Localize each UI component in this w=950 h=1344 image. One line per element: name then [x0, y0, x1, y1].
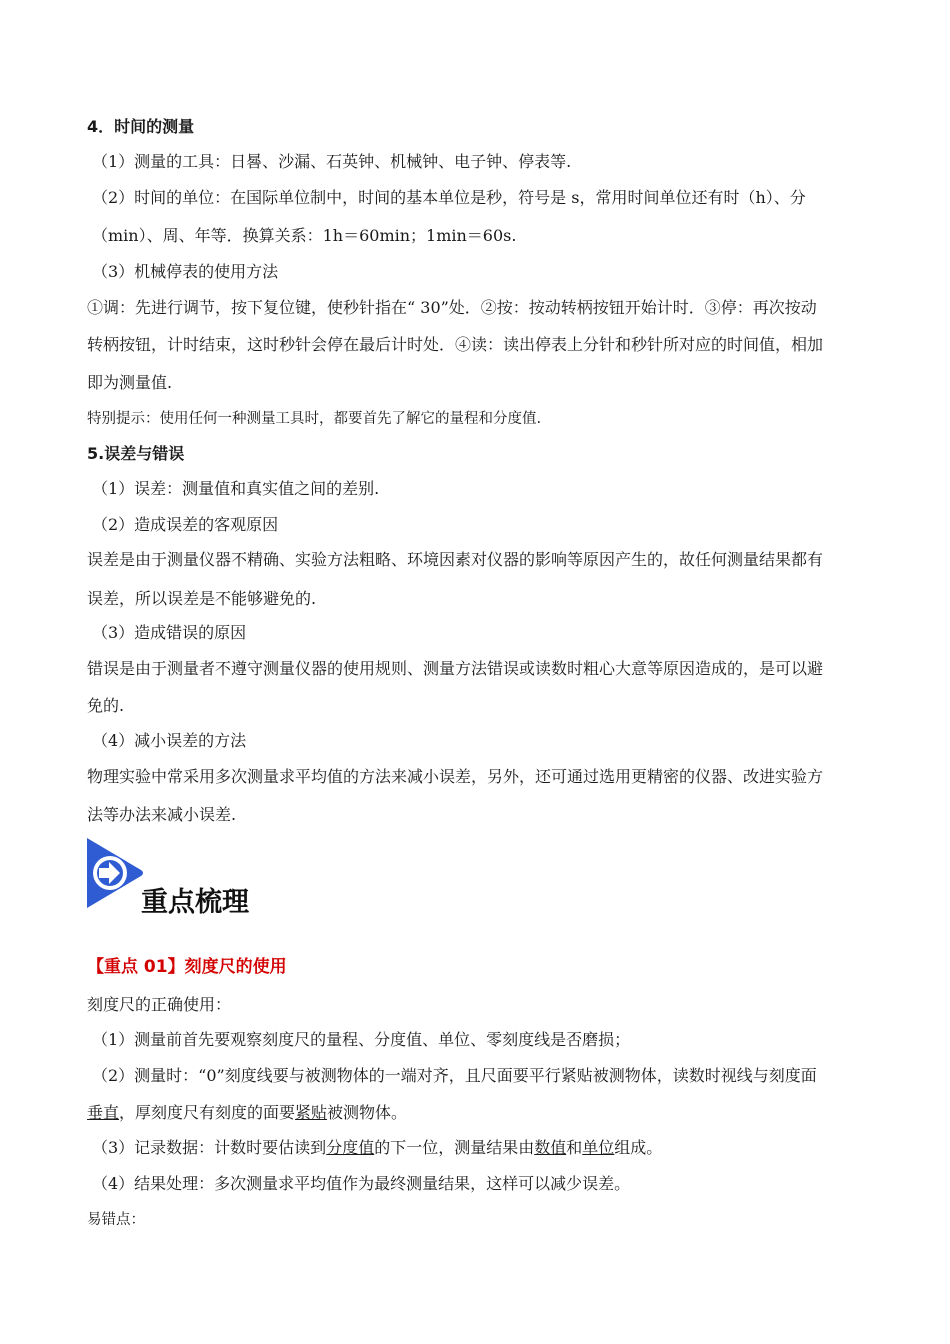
stopwatch-para-3: 即为测量值. — [87, 373, 173, 392]
pitfall-label: 易错点： — [87, 1212, 145, 1228]
ruler-intro: 刻度尺的正确使用： — [87, 995, 232, 1014]
ruler-item-1: （1）测量前首先要观察刻度尺的量程、分度值、单位、零刻度线是否磨损； — [92, 1030, 631, 1049]
time-units-line-cont: （min）、周、年等．换算关系：1h＝60min；1min＝60s. — [92, 226, 517, 245]
error-def-line: （1）误差：测量值和真实值之间的差别. — [92, 479, 380, 498]
time-tools-line: （1）测量的工具：日晷、沙漏、石英钟、机械钟、电子钟、停表等. — [92, 152, 572, 171]
underlined-term: 垂直 — [87, 1103, 120, 1122]
section-5-title: 5.误差与错误 — [87, 444, 185, 463]
key-points-banner-title: 重点梳理 — [141, 887, 249, 918]
error-cause-para-2: 误差，所以误差是不能够避免的. — [87, 589, 317, 608]
stopwatch-para-2: 转柄按钮，计时结束，这时秒针会停在最后计时处．④读：读出停表上分针和秒针所对应的时间值，相加 — [87, 335, 824, 354]
arrow-right-icon — [85, 836, 145, 910]
error-cause-heading: （2）造成误差的客观原因 — [92, 515, 279, 534]
stopwatch-heading: （3）机械停表的使用方法 — [92, 262, 279, 281]
stopwatch-para-1: ①调：先进行调节，按下复位键，使秒针指在“ 30”处．②按：按动转柄按钮开始计时．③停：再次按动 — [87, 298, 817, 317]
underlined-term: 单位 — [582, 1138, 615, 1157]
time-units-line: （2）时间的单位：在国际单位制中，时间的基本单位是秒，符号是 s，常用时间单位还有时（h）、分 — [92, 188, 806, 207]
section-4-title: 4．时间的测量 — [87, 117, 195, 136]
underlined-term: 紧贴 — [295, 1103, 328, 1122]
reduce-error-heading: （4）减小误差的方法 — [92, 731, 247, 750]
underlined-term: 数值 — [534, 1138, 567, 1157]
error-cause-para-1: 误差是由于测量仪器不精确、实验方法粗略、环境因素对仪器的影响等原因产生的，故任何测量结果都有 — [87, 550, 824, 569]
reduce-error-para-1: 物理实验中常采用多次测量求平均值的方法来减小误差，另外，还可通过选用更精密的仪器、改进实验方 — [87, 767, 824, 786]
ruler-item-2-cont: 垂直，厚刻度尺有刻度的面要紧贴被测物体。 — [87, 1103, 408, 1122]
special-tip: 特别提示：使用任何一种测量工具时，都要首先了解它的量程和分度值. — [87, 411, 542, 427]
key-point-01-heading: 【重点 01】刻度尺的使用 — [87, 957, 287, 977]
ruler-item-3: （3）记录数据：计数时要估读到分度值的下一位，测量结果由数值和单位组成。 — [92, 1138, 663, 1157]
mistake-cause-heading: （3）造成错误的原因 — [92, 623, 247, 642]
ruler-item-2: （2）测量时：“0”刻度线要与被测物体的一端对齐，且尺面要平行紧贴被测物体，读数时视线与刻度面 — [92, 1066, 817, 1085]
ruler-item-4: （4）结果处理：多次测量求平均值作为最终测量结果，这样可以减少误差。 — [92, 1174, 631, 1193]
mistake-cause-para-1: 错误是由于测量者不遵守测量仪器的使用规则、测量方法错误或读数时粗心大意等原因造成的，是可以避 — [87, 659, 824, 678]
underlined-term: 分度值 — [326, 1138, 375, 1157]
mistake-cause-para-2: 免的. — [87, 696, 125, 715]
reduce-error-para-2: 法等办法来减小误差. — [87, 805, 237, 824]
